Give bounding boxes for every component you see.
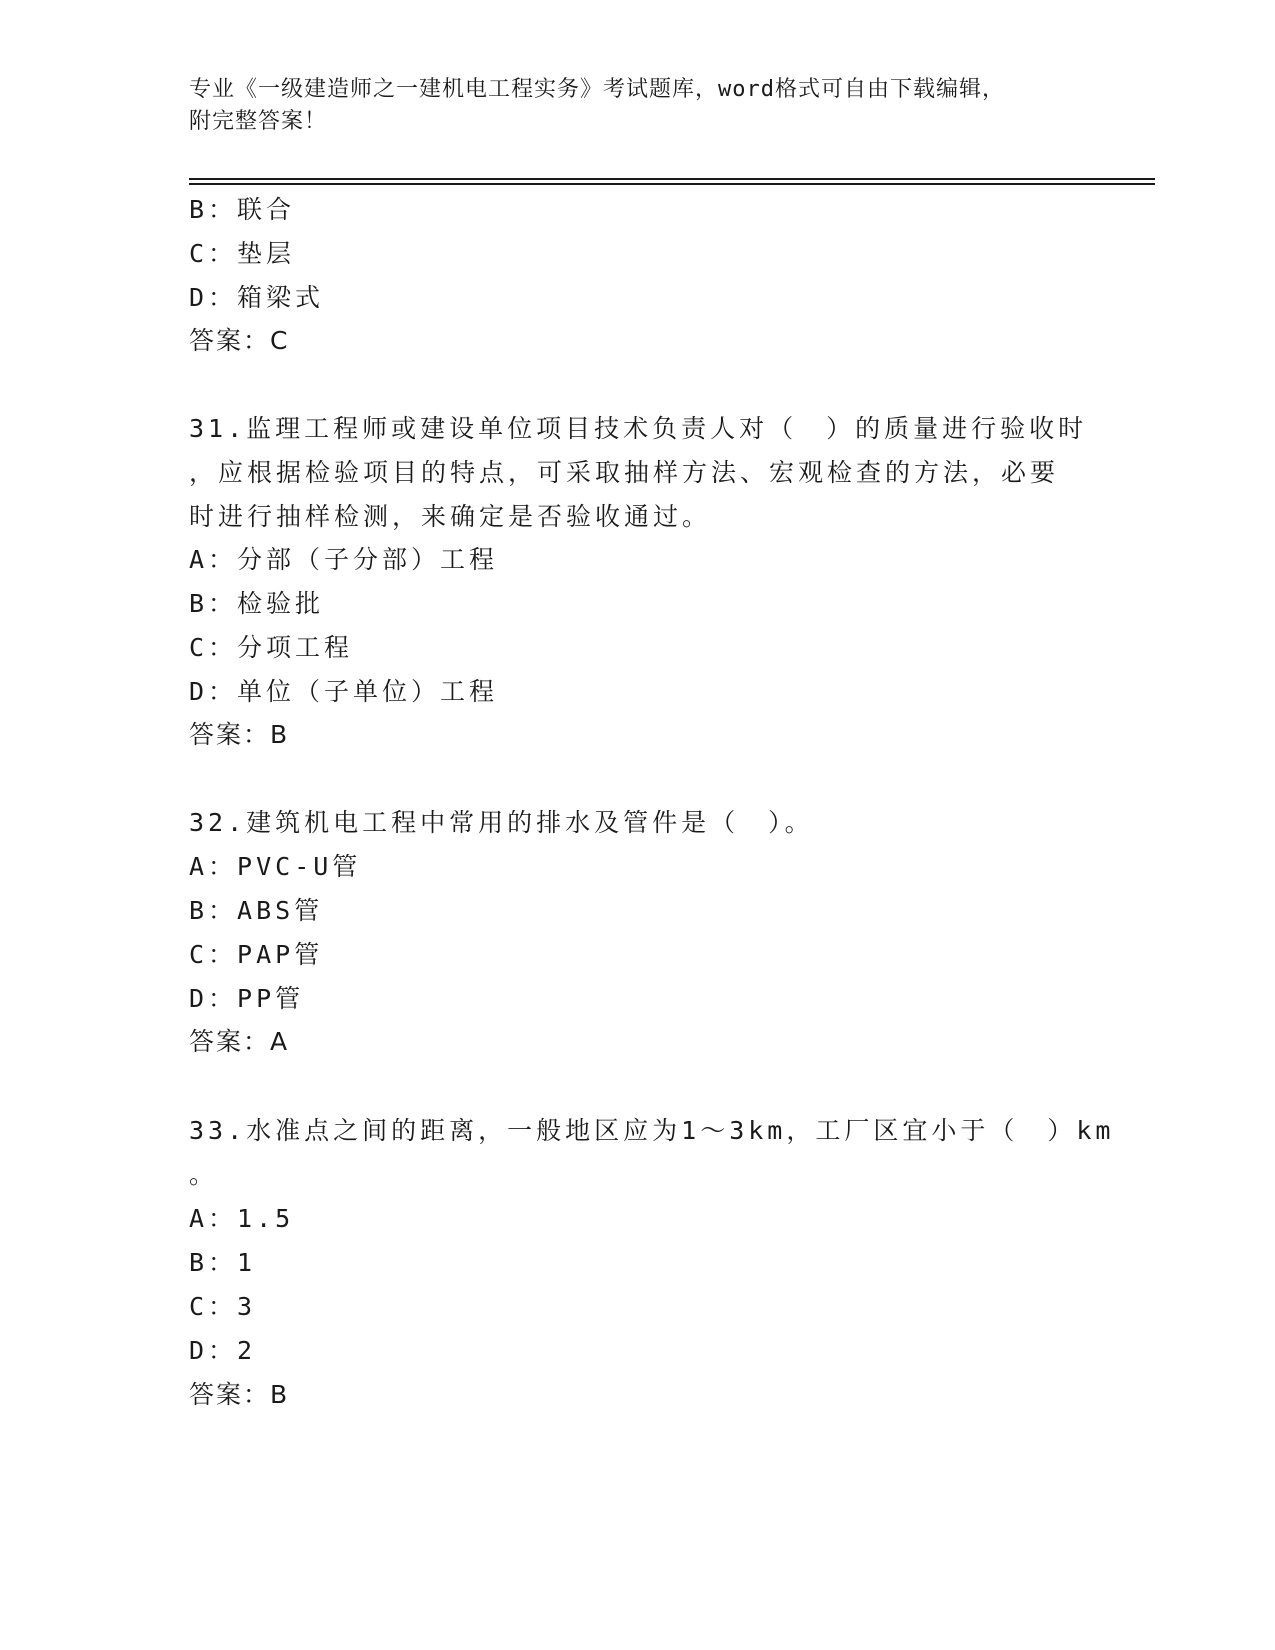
prev-option-b: B：联合	[189, 195, 296, 224]
q32-stem-line-1: 32.建筑机电工程中常用的排水及管件是（ ）。	[189, 808, 814, 837]
q32-option-b: B：ABS管	[189, 896, 324, 925]
q31-option-d: D：单位（子单位）工程	[189, 677, 499, 706]
q31-stem-line-3: 时进行抽样检测，来确定是否验收通过。	[189, 502, 712, 531]
q31-option-a: A：分部（子分部）工程	[189, 545, 499, 574]
q33-option-a: A：1.5	[189, 1204, 295, 1233]
header-divider-bottom	[189, 183, 1155, 185]
q33-option-b: B：1	[189, 1248, 257, 1277]
header-line-2: 附完整答案！	[189, 109, 328, 134]
q33-answer: 答案：B	[189, 1380, 290, 1409]
prev-option-d: D：箱梁式	[189, 283, 325, 312]
header-divider-top	[189, 178, 1155, 180]
document-header	[189, 74, 1089, 138]
q33-option-c: C：3	[189, 1292, 257, 1321]
prev-answer: 答案：C	[189, 326, 290, 355]
q33-stem-line-2: 。	[189, 1160, 219, 1189]
prev-option-c: C：垫层	[189, 239, 296, 268]
q32-answer: 答案：A	[189, 1027, 290, 1056]
q33-stem-line-1: 33.水准点之间的距离，一般地区应为1～3km，工厂区宜小于（ ）km	[189, 1116, 1115, 1145]
q31-option-b: B：检验批	[189, 589, 325, 618]
q32-option-c: C：PAP管	[189, 940, 324, 969]
header-line-1: 专业《一级建造师之一建机电工程实务》考试题库，word格式可自由下载编辑，	[189, 77, 1005, 102]
q31-option-c: C：分项工程	[189, 633, 354, 662]
q32-option-a: A：PVC-U管	[189, 852, 362, 881]
q33-option-d: D：2	[189, 1336, 257, 1365]
q31-answer: 答案：B	[189, 720, 290, 749]
q31-stem-line-1: 31.监理工程师或建设单位项目技术负责人对（ ）的质量进行验收时	[189, 414, 1088, 443]
q31-stem-line-2: ，应根据检验项目的特点，可采取抽样方法、宏观检查的方法，必要	[189, 458, 1060, 487]
q32-option-d: D：PP管	[189, 984, 305, 1013]
